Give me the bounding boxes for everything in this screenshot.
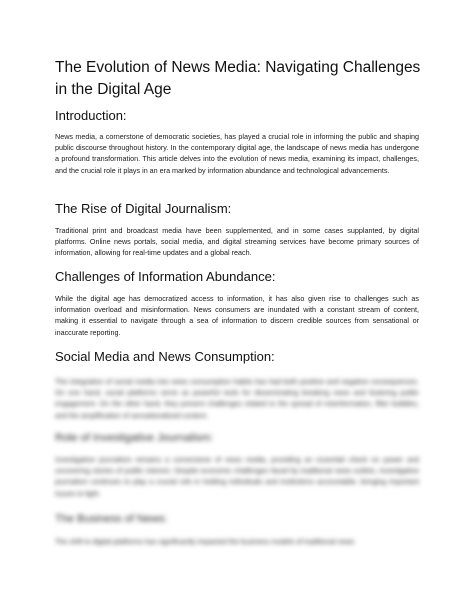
document-title: The Evolution of News Media: Navigating Challenges in the Digital Age <box>55 59 421 98</box>
section-body-information-abundance: While the digital age has democratized access to information, it has also given rise to challenges such as information overload and misinformation. News consumers are inundated with a constant stream of content, making it essential to navigate through a sea of information to discern credible sources from sensational or inaccurate reporting. <box>55 294 419 337</box>
section-body-investigative-journalism: Investigative journalism remains a cornerstone of news media, providing an essential check on power and uncovering stories of public interest. Despite economic challenges faced by traditional news outlets, investigative journalism continues to play a crucial role in holding individuals and institutions accountable, bringing important issues to light. <box>55 455 419 498</box>
section-heading-digital-journalism: The Rise of Digital Journalism: <box>55 201 232 216</box>
section-body-introduction: News media, a cornerstone of democratic societies, has played a crucial role in informing the public and shaping public discourse throughout history. In the contemporary digital age, the landscape of news media has undergone a profound transformation. This article delves into the evolution of news media, examining its impact, challenges, and the crucial role it plays in an era marked by information abundance and technological advancements. <box>55 132 419 175</box>
section-heading-information-abundance: Challenges of Information Abundance: <box>55 269 276 284</box>
section-body-business-of-news: The shift to digital platforms has significantly impacted the business models of traditional news <box>55 537 355 546</box>
section-body-digital-journalism: Traditional print and broadcast media have been supplemented, and in some cases supplanted, by digital platforms. Online news portals, social media, and digital streaming services have become primary sources of information, allowing for real-time updates and a global reach. <box>55 226 419 258</box>
section-body-social-media: The integration of social media into news consumption habits has had both positive and negative consequences. On one hand, social platforms serve as powerful tools for disseminating breaking news and fostering public engagement. On the other hand, they present challenges related to the spread of misinformation, filter bubbles, and the amplification of sensationalized content. <box>55 377 419 420</box>
section-heading-introduction: Introduction: <box>55 108 127 123</box>
section-heading-social-media: Social Media and News Consumption: <box>55 349 275 364</box>
section-heading-investigative-journalism: Role of Investigative Journalism: <box>55 432 214 444</box>
section-heading-business-of-news: The Business of News: <box>55 513 168 525</box>
